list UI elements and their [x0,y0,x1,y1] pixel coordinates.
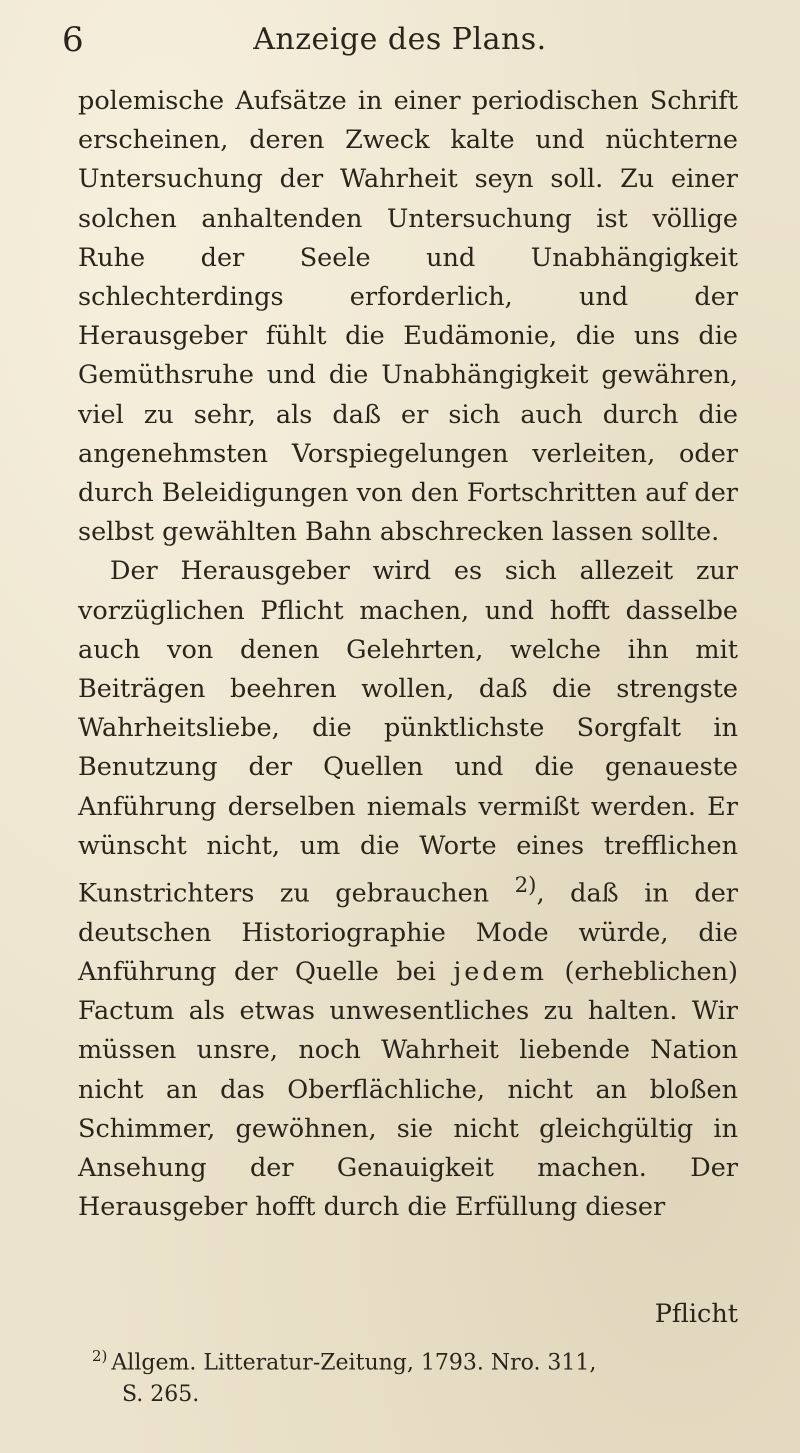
footnote-mark: 2) [92,1347,108,1365]
footnote-line: S. 265. [122,1382,200,1408]
emphasized-word: jedem [453,956,547,987]
footnote [92,1340,732,1411]
paragraph-text: (erheblichen) Factum als etwas unwesentliches zu halten. Wir müssen unsre, noch Wahrheit liebende Nation nicht an das Oberflächliche, nicht an bloßen Schimmer, gewöhnen, sie nicht gleichgültig in Ansehung der Genauigkeit machen. Der Herausgeber hofft durch die Erfüllung dieser [78,956,739,1223]
footnote-line: Allgem. Litteratur-Zeitung, 1793. Nro. 311, [111,1350,597,1376]
page-header [62,18,738,62]
footnote-reference: 2) [514,873,537,899]
body-text [78,82,738,1227]
running-title: Anzeige des Plans. [253,22,547,57]
paragraph-text: , daß in der deutschen Historiographie Mode würde, die Anführung der Quelle bei [78,878,738,987]
paragraph: polemische Aufsätze in einer periodischen Schrift erscheinen, deren Zweck kalte und nüchterne Untersuchung der Wahrheit seyn soll. Zu einer solchen anhaltenden Untersuchung ist völlige Ruhe der Seele und Unabhängigkeit schlechterdings erforderlich, und der Herausgeber fühlt die Eudämonie, die uns die Gemüthsruhe und die Unabhängigkeit gewähren, viel zu sehr, als daß er sich auch durch die angenehmsten Vorspiegelungen verleiten, oder durch Beleidigungen von den Fortschritten auf der selbst gewählten Bahn abschrecken lassen sollte. [78,86,738,548]
catchword: Pflicht [654,1299,738,1329]
page-number: 6 [62,20,84,60]
paragraph [78,552,738,1227]
paragraph-text: Der Herausgeber wird es sich allezeit zur vorzüglichen Pflicht machen, und hofft dasselbe auch von denen Gelehrten, welche ihn mit Beiträgen beehren wollen, daß die strengste Wahrheitsliebe, die pünktlichste Sorgfalt in Benutzung der Quellen und die genaueste Anführung derselben niemals vermißt werden. Er wünscht nicht, um die Worte eines trefflichen Kunstrichters zu gebrauchen [78,556,738,909]
